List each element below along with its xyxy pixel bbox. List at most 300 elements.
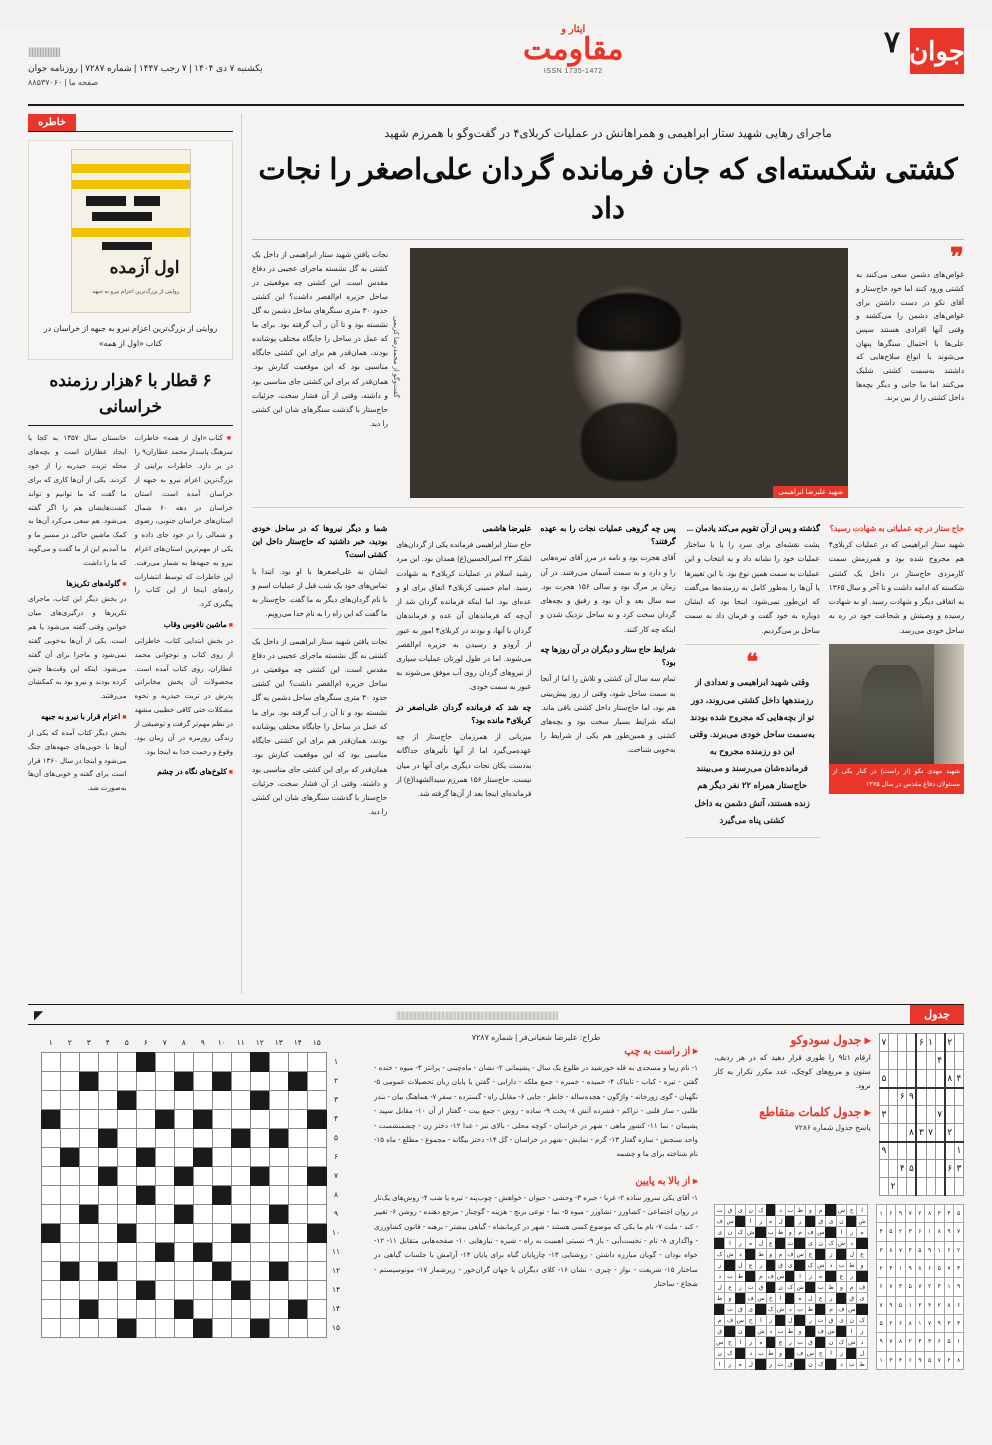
sudoku-cell[interactable] (916, 1142, 926, 1160)
crossword-cell[interactable] (231, 1318, 250, 1337)
newspaper-page (0, 24, 992, 1445)
crossword-cell[interactable] (79, 1223, 98, 1242)
sudoku-cell[interactable] (935, 1088, 945, 1106)
sudoku-cell[interactable] (954, 1034, 963, 1052)
sudoku-cell[interactable] (945, 1052, 955, 1070)
crossword-answer-cell: ف (836, 1304, 846, 1315)
crossword-cell[interactable] (136, 1299, 155, 1318)
sudoku-cell[interactable] (954, 1088, 963, 1106)
sudoku-answer-cell: ۲ (876, 1259, 886, 1277)
crossword-cell[interactable] (269, 1299, 288, 1318)
crossword-cell[interactable] (212, 1299, 231, 1318)
crossword-cell[interactable] (60, 1185, 79, 1204)
crossword-cell[interactable] (231, 1071, 250, 1090)
sudoku-cell[interactable] (945, 1088, 955, 1106)
crossword-answer-cell: ش (857, 1216, 867, 1227)
crossword-cell[interactable] (60, 1109, 79, 1128)
crossword-cell[interactable] (212, 1166, 231, 1185)
sudoku-cell[interactable] (907, 1052, 917, 1070)
crossword-cell[interactable] (174, 1147, 193, 1166)
crossword-cell[interactable] (60, 1166, 79, 1185)
sudoku-cell[interactable] (889, 1142, 898, 1160)
sudoku-cell[interactable]: ۲ (945, 1124, 955, 1142)
crossword-cell[interactable] (155, 1185, 174, 1204)
sudoku-cell[interactable] (898, 1142, 907, 1160)
crossword-answer-cell: ب (836, 1260, 846, 1271)
sudoku-cell[interactable] (889, 1034, 898, 1052)
crossword-cell[interactable] (155, 1052, 174, 1071)
sudoku-cell[interactable] (898, 1034, 907, 1052)
crossword-cell[interactable] (269, 1147, 288, 1166)
sudoku-cell[interactable] (935, 1160, 945, 1178)
crossword-cell[interactable] (60, 1242, 79, 1261)
crossword-cell[interactable] (307, 1204, 326, 1223)
sudoku-cell[interactable]: ۴ (954, 1070, 963, 1088)
crossword-cell[interactable] (231, 1261, 250, 1280)
crossword-cell[interactable] (98, 1147, 117, 1166)
crossword-cell[interactable] (250, 1261, 269, 1280)
crossword-answer-cell: ت (725, 1304, 735, 1315)
sudoku-cell[interactable] (916, 1160, 926, 1178)
sudoku-cell[interactable]: ۴ (898, 1160, 907, 1178)
crossword-cell[interactable] (155, 1280, 174, 1299)
page-body (28, 114, 964, 994)
sudoku-cell[interactable]: ۹ (907, 1088, 917, 1106)
crossword-cell[interactable] (155, 1261, 174, 1280)
crossword-cell[interactable] (288, 1052, 307, 1071)
crossword-cell[interactable] (269, 1185, 288, 1204)
crossword-cell[interactable] (98, 1280, 117, 1299)
crossword-cell[interactable] (155, 1223, 174, 1242)
crossword-cell[interactable] (174, 1052, 193, 1071)
crossword-answer-cell: ی (805, 1238, 815, 1249)
crossword-cell[interactable] (60, 1090, 79, 1109)
crossword-answer-cell: ز (745, 1337, 755, 1348)
crossword-cell[interactable] (193, 1185, 212, 1204)
crossword-cell[interactable] (174, 1128, 193, 1147)
sudoku-cell[interactable] (926, 1160, 935, 1178)
crossword-cell[interactable] (98, 1090, 117, 1109)
crossword-answer-cell: ب (795, 1304, 805, 1315)
sudoku-cell[interactable] (898, 1052, 907, 1070)
crossword-cell[interactable] (269, 1090, 288, 1109)
crossword-answer-cell (826, 1205, 836, 1216)
sudoku-cell[interactable]: ۷ (935, 1106, 945, 1124)
crossword-answer-cell: ر (766, 1359, 775, 1370)
crossword-cell[interactable] (212, 1147, 231, 1166)
crossword-cell[interactable] (307, 1090, 326, 1109)
crossword-cell[interactable] (269, 1318, 288, 1337)
crossword-cell[interactable] (288, 1204, 307, 1223)
sudoku-cell[interactable] (926, 1088, 935, 1106)
sudoku-cell[interactable] (889, 1088, 898, 1106)
crossword-cell[interactable] (174, 1242, 193, 1261)
crossword-cell[interactable] (288, 1090, 307, 1109)
crossword-cell[interactable] (212, 1109, 231, 1128)
crossword-cell[interactable] (174, 1318, 193, 1337)
crossword-cell[interactable] (41, 1185, 60, 1204)
crossword-cell[interactable] (269, 1052, 288, 1071)
crossword-answer-cell: ر (847, 1271, 857, 1282)
sudoku-cell[interactable] (935, 1034, 945, 1052)
crossword-cell[interactable] (79, 1090, 98, 1109)
crossword-cell[interactable] (250, 1185, 269, 1204)
crossword-cell[interactable] (117, 1109, 136, 1128)
crossword-cell[interactable] (307, 1299, 326, 1318)
crossword-cell[interactable] (60, 1299, 79, 1318)
crossword-cell[interactable] (250, 1109, 269, 1128)
sudoku-cell[interactable]: ۱ (954, 1142, 963, 1160)
crossword-cell[interactable] (79, 1261, 98, 1280)
sudoku-cell[interactable] (898, 1070, 907, 1088)
crossword-answer-cell: ج (816, 1348, 826, 1359)
crossword-cell[interactable] (212, 1242, 231, 1261)
crossword-cell[interactable] (307, 1128, 326, 1147)
crossword-cell[interactable] (79, 1242, 98, 1261)
crossword-cell[interactable] (269, 1223, 288, 1242)
crossword-cell[interactable] (136, 1109, 155, 1128)
crossword-cell[interactable] (288, 1280, 307, 1299)
sudoku-answer-cell: ۱ (905, 1296, 915, 1314)
sudoku-cell[interactable]: ۶ (898, 1088, 907, 1106)
crossword-cell[interactable] (193, 1166, 212, 1185)
crossword-cell[interactable] (212, 1223, 231, 1242)
sudoku-answer-cell: ۴ (934, 1278, 944, 1296)
crossword-cell[interactable] (60, 1280, 79, 1299)
sudoku-cell[interactable] (898, 1178, 907, 1196)
sudoku-cell[interactable] (879, 1160, 888, 1178)
crossword-cell[interactable] (41, 1071, 60, 1090)
crossword-cell[interactable] (60, 1318, 79, 1337)
crossword-cell[interactable] (307, 1318, 326, 1337)
crossword-cell[interactable] (193, 1261, 212, 1280)
sudoku-cell[interactable] (889, 1070, 898, 1088)
crossword-cell[interactable] (136, 1090, 155, 1109)
sudoku-cell[interactable]: ۶ (945, 1160, 955, 1178)
question-heading: شرایط حاج ستار و دیگران در آن روزها چه بود؟ (540, 644, 676, 668)
crossword-cell[interactable] (136, 1223, 155, 1242)
crossword-cell[interactable] (212, 1090, 231, 1109)
crossword-cell[interactable] (136, 1261, 155, 1280)
crossword-cell[interactable] (288, 1223, 307, 1242)
sudoku-cell[interactable]: ۲ (889, 1178, 898, 1196)
sudoku-cell[interactable]: ۴ (935, 1052, 945, 1070)
crossword-cell[interactable] (41, 1147, 60, 1166)
answer-paragraph-extra: نجات یافتن شهید ستار ابراهیمی از داخل یک کشتی به گل نشسته ماجرای عجیبی در دفاع مقدس است. این کشتی چه موقعیتی در ساحل جزیره ام‌القصر داشت؟ این کشتی حدود ۳۰ متری سنگرهای ساحل دشمن به گل نشسته بود و تا آن ر آب گرفته بود. برای ما که عمل در ساحل را جایگاه مختلف پوشانده بودند، همان‌قدر هم برای این کشتی جایگاه مناسبی بود که این موقعیت کنارش بود. همان‌قدر که برای این کشتی جای مناسبی بود و داشته، وقتی از آن فشار سخت، جزئیات حاج‌ستار با گذشت سنگرهای شان این کشتی را دید. (251, 636, 388, 817)
crossword-grid[interactable]: ۱۵ ۱۴ ۱۳ ۱۲ ۱۱ ۱۰ ۹ ۸ ۷ ۶ ۵ ۴ ۳ ۲ ۱ ۱ ۲ ۳ ۴ ۵ ۶ ۷ ۸ ۹ ۱۰ ۱۱ ۱۲ ۱۳ ۱۴ ۱۵ (41, 1033, 346, 1338)
sudoku-cell[interactable] (945, 1178, 955, 1196)
crossword-cell[interactable] (231, 1204, 250, 1223)
crossword-cell[interactable] (155, 1299, 174, 1318)
crossword-cell[interactable] (117, 1204, 136, 1223)
sudoku-cell[interactable] (926, 1178, 935, 1196)
crossword-cell[interactable] (79, 1128, 98, 1147)
crossword-cell[interactable] (174, 1185, 193, 1204)
crossword-cell[interactable] (288, 1318, 307, 1337)
crossword-cell[interactable] (41, 1261, 60, 1280)
crossword-cell[interactable] (269, 1242, 288, 1261)
crossword-cell[interactable] (193, 1204, 212, 1223)
crossword-cell[interactable] (269, 1109, 288, 1128)
sudoku-cell[interactable] (907, 1034, 917, 1052)
crossword-cell[interactable] (41, 1166, 60, 1185)
sudoku-answer-cell: ۵ (925, 1351, 935, 1369)
crossword-cell[interactable] (307, 1242, 326, 1261)
crossword-cell[interactable] (307, 1185, 326, 1204)
crossword-cell[interactable] (250, 1223, 269, 1242)
crossword-answer-cell (766, 1282, 775, 1293)
crossword-cell[interactable] (155, 1147, 174, 1166)
section-masthead-title (263, 24, 884, 75)
sidebar-section-flag: خاطره (28, 114, 76, 131)
crossword-cell[interactable] (79, 1280, 98, 1299)
crossword-cell[interactable] (41, 1299, 60, 1318)
sudoku-cell[interactable]: ۸ (907, 1124, 917, 1142)
crossword-cell[interactable] (174, 1223, 193, 1242)
sudoku-cell[interactable] (935, 1142, 945, 1160)
crossword-cell[interactable] (117, 1128, 136, 1147)
crossword-cell[interactable] (79, 1185, 98, 1204)
sudoku-cell[interactable]: ۸ (945, 1070, 955, 1088)
sudoku-cell[interactable]: ۳ (879, 1106, 888, 1124)
crossword-cell[interactable] (117, 1071, 136, 1090)
sudoku-answer-cell: ۷ (905, 1205, 915, 1223)
crossword-cell[interactable] (117, 1261, 136, 1280)
sudoku-cell[interactable] (926, 1106, 935, 1124)
sudoku-cell[interactable]: ۶ (916, 1034, 926, 1052)
crossword-cell[interactable] (41, 1052, 60, 1071)
sudoku-cell[interactable]: ۲ (945, 1034, 955, 1052)
crossword-cell[interactable] (98, 1204, 117, 1223)
crossword-cell[interactable] (117, 1166, 136, 1185)
crossword-cell[interactable] (98, 1185, 117, 1204)
crossword-cell[interactable] (231, 1242, 250, 1261)
crossword-cell[interactable] (231, 1185, 250, 1204)
crossword-cell[interactable] (174, 1090, 193, 1109)
crossword-cell[interactable] (136, 1166, 155, 1185)
crossword-cell[interactable] (136, 1071, 155, 1090)
crossword-cell[interactable] (60, 1223, 79, 1242)
crossword-cell[interactable] (212, 1128, 231, 1147)
crossword-cell[interactable] (41, 1128, 60, 1147)
crossword-cell (117, 1223, 136, 1242)
crossword-cell[interactable] (60, 1071, 79, 1090)
sudoku-cell[interactable]: ۱ (926, 1034, 935, 1052)
crossword-cell[interactable] (231, 1109, 250, 1128)
sudoku-cell[interactable] (916, 1088, 926, 1106)
crossword-cell[interactable] (155, 1204, 174, 1223)
crossword-cell[interactable] (193, 1223, 212, 1242)
crossword-cell[interactable] (117, 1052, 136, 1071)
crossword-cell[interactable] (174, 1109, 193, 1128)
sudoku-cell[interactable]: ۵ (907, 1160, 917, 1178)
crossword-cell[interactable] (288, 1147, 307, 1166)
crossword-cell[interactable] (60, 1128, 79, 1147)
crossword-cell[interactable] (136, 1242, 155, 1261)
crossword-cell[interactable] (307, 1147, 326, 1166)
crossword-cell[interactable] (41, 1090, 60, 1109)
crossword-cell[interactable] (288, 1128, 307, 1147)
sudoku-cell[interactable] (926, 1142, 935, 1160)
crossword-cell[interactable] (60, 1204, 79, 1223)
crossword-cell[interactable] (155, 1071, 174, 1090)
crossword-cell[interactable] (231, 1299, 250, 1318)
sudoku-cell[interactable]: ۷ (879, 1034, 888, 1052)
crossword-cell[interactable] (212, 1204, 231, 1223)
crossword-cell[interactable] (155, 1090, 174, 1109)
crossword-answer-cell: و (766, 1249, 775, 1260)
crossword-cell[interactable] (250, 1280, 269, 1299)
sudoku-cell[interactable]: ۹ (879, 1142, 888, 1160)
crossword-cell[interactable] (98, 1318, 117, 1337)
crossword-cell[interactable] (250, 1204, 269, 1223)
crossword-cell[interactable] (307, 1071, 326, 1090)
sudoku-cell[interactable] (935, 1070, 945, 1088)
sudoku-cell[interactable]: ۳ (916, 1124, 926, 1142)
crossword-answer-cell (847, 1348, 857, 1359)
crossword-cell (307, 1223, 326, 1242)
sudoku-cell[interactable] (898, 1124, 907, 1142)
crossword-cell[interactable] (307, 1280, 326, 1299)
crossword-cell[interactable] (231, 1166, 250, 1185)
sudoku-cell[interactable] (889, 1160, 898, 1178)
sudoku-cell[interactable]: ۵ (879, 1070, 888, 1088)
crossword-cell[interactable] (98, 1109, 117, 1128)
crossword-cell[interactable] (174, 1280, 193, 1299)
sudoku-cell[interactable] (916, 1070, 926, 1088)
crossword-cell[interactable] (41, 1280, 60, 1299)
crossword-cell[interactable] (212, 1052, 231, 1071)
crossword-cell[interactable] (136, 1128, 155, 1147)
crossword-cell[interactable] (98, 1071, 117, 1090)
crossword-cell[interactable] (117, 1147, 136, 1166)
crossword-answer-cell: ه (795, 1293, 805, 1304)
crossword-cell[interactable] (250, 1147, 269, 1166)
sudoku-cell[interactable] (954, 1124, 963, 1142)
crossword-cell[interactable] (117, 1185, 136, 1204)
sudoku-cell[interactable] (916, 1106, 926, 1124)
crossword-answer-cell: د (826, 1260, 836, 1271)
sudoku-cell[interactable] (916, 1178, 926, 1196)
crossword-cell[interactable] (212, 1280, 231, 1299)
crossword-cell[interactable] (98, 1242, 117, 1261)
crossword-cell[interactable] (269, 1071, 288, 1090)
crossword-cell[interactable] (193, 1280, 212, 1299)
crossword-cell[interactable] (41, 1242, 60, 1261)
sudoku-cell[interactable] (907, 1142, 917, 1160)
sudoku-cell[interactable] (889, 1052, 898, 1070)
sudoku-cell[interactable] (879, 1052, 888, 1070)
crossword-cell[interactable] (250, 1071, 269, 1090)
crossword-cell[interactable] (288, 1242, 307, 1261)
crossword-answer-cell (745, 1326, 755, 1337)
sudoku-cell[interactable] (935, 1124, 945, 1142)
crossword-cell[interactable] (307, 1261, 326, 1280)
crossword-cell[interactable] (288, 1166, 307, 1185)
crossword-cell[interactable] (98, 1052, 117, 1071)
crossword-cell[interactable] (155, 1318, 174, 1337)
crossword-cell[interactable] (231, 1147, 250, 1166)
crossword-cell[interactable] (193, 1128, 212, 1147)
crossword-cell[interactable] (41, 1204, 60, 1223)
crossword-answer-cell: ت (745, 1282, 755, 1293)
sudoku-cell[interactable] (954, 1106, 963, 1124)
sudoku-cell[interactable] (954, 1178, 963, 1196)
sudoku-cell[interactable] (907, 1070, 917, 1088)
crossword-cell[interactable] (288, 1261, 307, 1280)
crossword-cell[interactable] (212, 1318, 231, 1337)
crossword-cell[interactable] (79, 1109, 98, 1128)
crossword-cell[interactable] (231, 1090, 250, 1109)
sudoku-cell[interactable] (954, 1052, 963, 1070)
sudoku-cell[interactable] (879, 1178, 888, 1196)
crossword-cell[interactable] (117, 1280, 136, 1299)
crossword-cell[interactable] (269, 1166, 288, 1185)
crossword-cell[interactable] (79, 1166, 98, 1185)
sudoku-cell[interactable] (907, 1178, 917, 1196)
crossword-cell (250, 1052, 269, 1071)
crossword-cell[interactable] (117, 1242, 136, 1261)
crossword-cell[interactable] (60, 1052, 79, 1071)
crossword-cell[interactable] (250, 1299, 269, 1318)
quote-icon: ❝ (746, 648, 759, 674)
sudoku-cell[interactable]: ۷ (926, 1124, 935, 1142)
crossword-cell[interactable] (79, 1318, 98, 1337)
crossword-cell[interactable] (98, 1299, 117, 1318)
crossword-cell[interactable] (155, 1128, 174, 1147)
sudoku-cell[interactable] (926, 1052, 935, 1070)
crossword-cell[interactable] (193, 1071, 212, 1090)
crossword-cell (79, 1204, 98, 1223)
crossword-cell[interactable] (136, 1318, 155, 1337)
sudoku-cell[interactable] (879, 1088, 888, 1106)
crossword-cell[interactable] (193, 1299, 212, 1318)
sudoku-cell[interactable] (898, 1106, 907, 1124)
sudoku-cell[interactable] (945, 1142, 955, 1160)
sudoku-cell[interactable] (916, 1052, 926, 1070)
sudoku-cell[interactable] (879, 1124, 888, 1142)
sudoku-grid[interactable] (879, 1033, 964, 1196)
crossword-cell[interactable] (250, 1242, 269, 1261)
crossword-cell[interactable] (79, 1052, 98, 1071)
sudoku-cell[interactable] (907, 1106, 917, 1124)
crossword-cell (155, 1109, 174, 1128)
sudoku-cell[interactable] (889, 1106, 898, 1124)
crossword-cell[interactable] (269, 1280, 288, 1299)
crossword-cell[interactable] (250, 1128, 269, 1147)
crossword-answer-cell: س (847, 1304, 857, 1315)
sudoku-cell[interactable]: ۳ (954, 1160, 963, 1178)
sudoku-answer-cell: ۷ (876, 1296, 886, 1314)
crossword-cell[interactable] (193, 1052, 212, 1071)
crossword-cell[interactable] (79, 1147, 98, 1166)
crossword-cell[interactable] (307, 1052, 326, 1071)
sudoku-cell[interactable] (926, 1070, 935, 1088)
crossword-cell[interactable] (41, 1318, 60, 1337)
crossword-cell[interactable] (193, 1090, 212, 1109)
crossword-cell[interactable] (231, 1052, 250, 1071)
sudoku-cell[interactable] (935, 1178, 945, 1196)
crossword-cell[interactable] (155, 1166, 174, 1185)
crossword-cell[interactable] (174, 1261, 193, 1280)
sudoku-cell[interactable] (889, 1124, 898, 1142)
crossword-cell[interactable] (288, 1109, 307, 1128)
crossword-cell[interactable] (98, 1223, 117, 1242)
sudoku-cell[interactable] (945, 1106, 955, 1124)
crossword-cell[interactable] (117, 1299, 136, 1318)
crossword-cell[interactable] (288, 1185, 307, 1204)
crossword-cell[interactable] (136, 1204, 155, 1223)
